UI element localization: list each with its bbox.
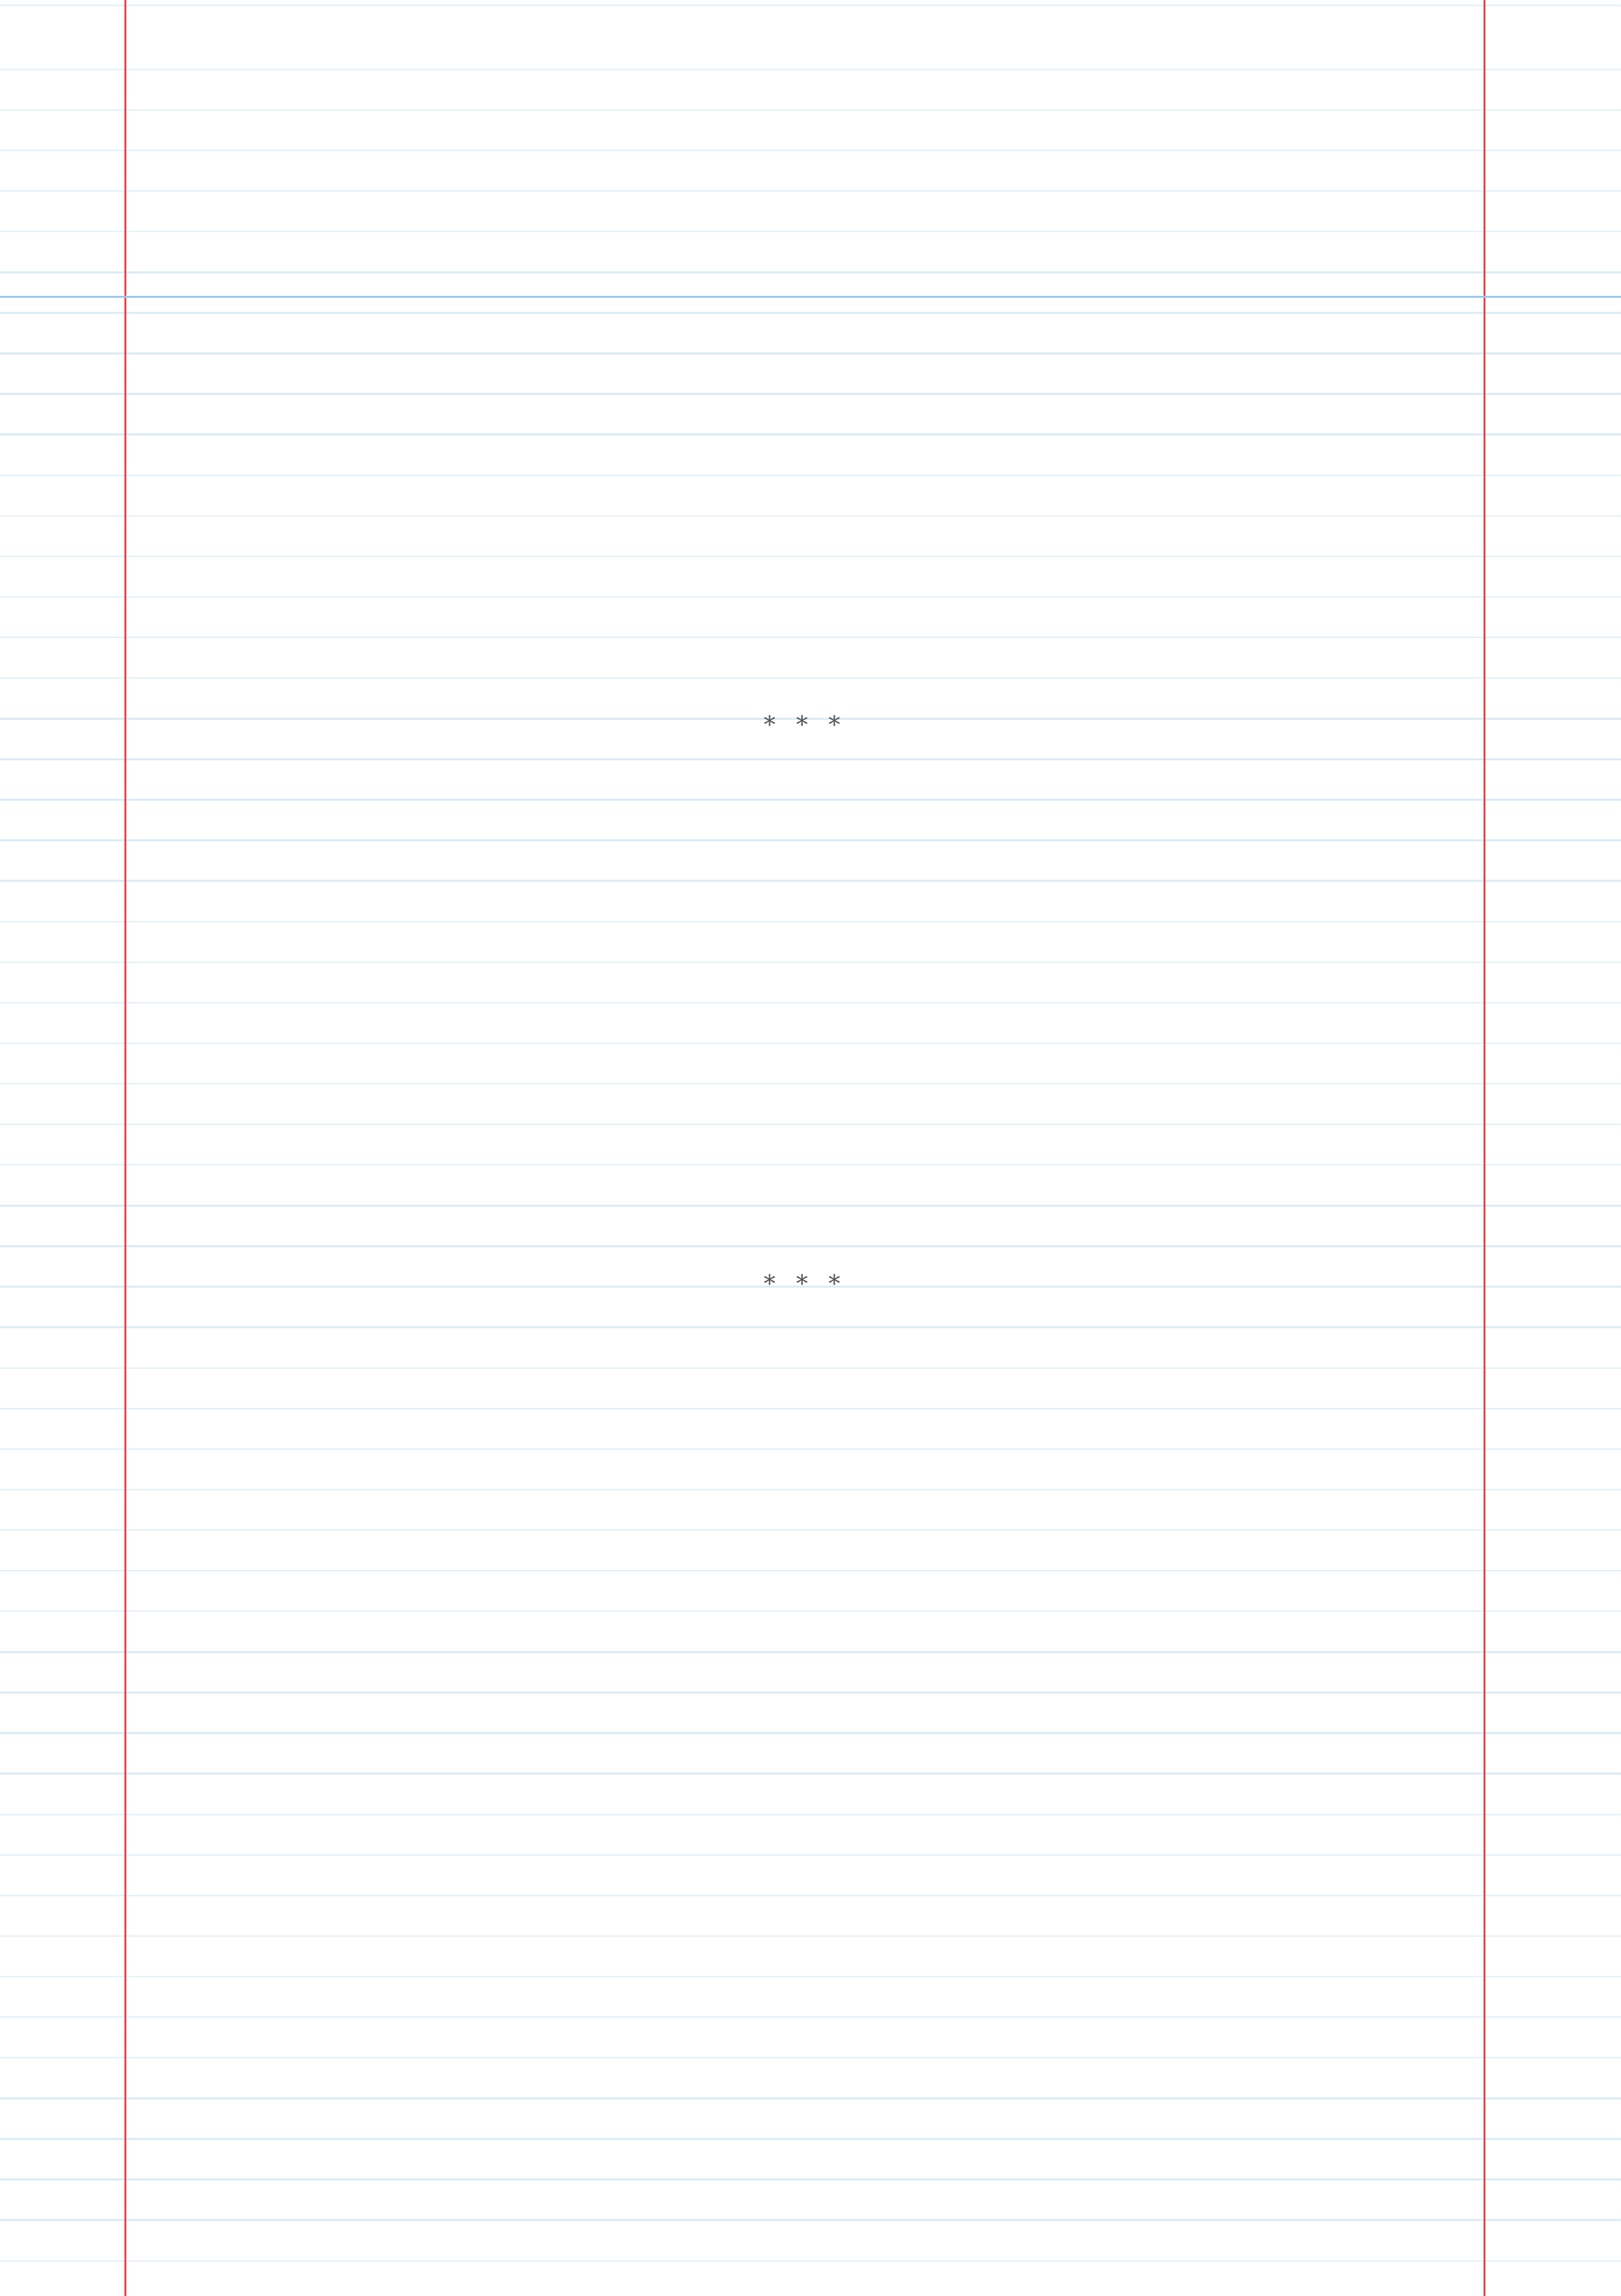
paragraph: [160, 1744, 1450, 1784]
paragraph: [160, 626, 1450, 666]
paragraph: [160, 466, 1450, 507]
page-title: [160, 216, 1450, 308]
paragraph: [160, 1424, 1450, 1465]
paragraph: [160, 1664, 1450, 1704]
paragraph: [160, 785, 1450, 826]
paragraph: [160, 1344, 1450, 1385]
paragraph: [160, 945, 1450, 986]
paragraph: [160, 546, 1450, 586]
paragraph: [160, 1025, 1450, 1066]
paragraph: [160, 865, 1450, 906]
margin-line-left: [124, 0, 126, 2296]
section-separator: * * *: [763, 712, 847, 739]
paragraph: [160, 1504, 1450, 1545]
page-body: [160, 386, 1450, 1864]
paragraph: [160, 1105, 1450, 1145]
notebook-page: [160, 216, 1450, 1903]
section-separator: * * *: [763, 1271, 847, 1298]
paragraph: [160, 1823, 1450, 1864]
paragraph: [160, 1185, 1450, 1225]
paragraph: [160, 1584, 1450, 1624]
margin-line-right: [1484, 0, 1485, 2296]
paragraph: [160, 386, 1450, 427]
